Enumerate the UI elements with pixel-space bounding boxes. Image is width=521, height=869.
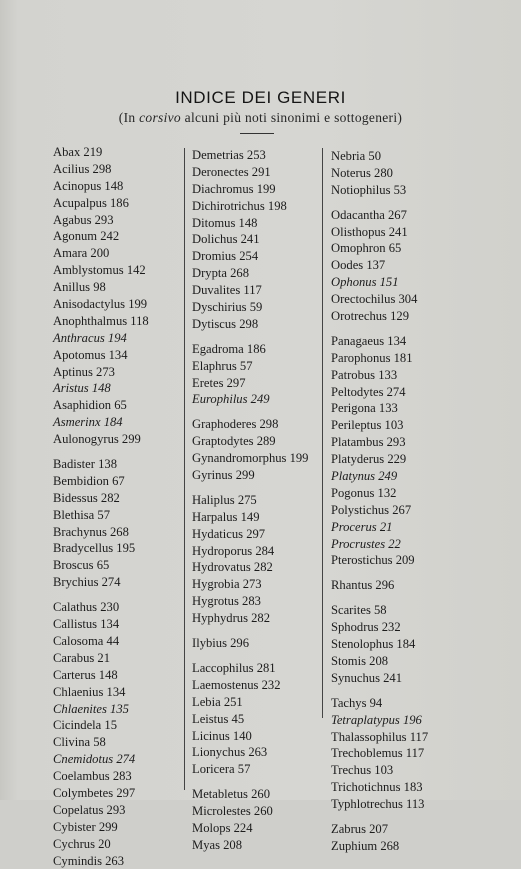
genus-entry: Amblystomus 142 [53, 263, 146, 278]
genus-entry: Asaphidion 65 [53, 398, 127, 413]
letter-group-gap [192, 484, 308, 492]
genus-entry: Anophthalmus 118 [53, 313, 149, 328]
genus-entry: Amara 200 [53, 246, 110, 261]
index-column-1 [53, 144, 149, 869]
genus-entry: Agabus 293 [53, 212, 114, 227]
genus-entry: Parophonus 181 [331, 350, 413, 365]
genus-entry: Synuchus 241 [331, 670, 403, 685]
letter-group-gap [331, 325, 428, 333]
genus-entry: Broscus 65 [53, 558, 110, 573]
column-divider [322, 148, 323, 718]
genus-entry: Orotrechus 129 [331, 309, 409, 324]
page-subtitle [0, 110, 521, 126]
genus-entry: Pterostichus 209 [331, 553, 415, 568]
genus-entry: Bembidion 67 [53, 473, 125, 488]
letter-group-gap [331, 687, 428, 695]
genus-entry: Duvalites 117 [192, 283, 262, 298]
page-title: INDICE DEI GENERI [175, 88, 346, 107]
genus-entry: Oodes 137 [331, 258, 386, 273]
genus-entry: Zuphium 268 [331, 838, 400, 853]
genus-entry: Chlaenius 134 [53, 684, 126, 699]
genus-entry: Rhantus 296 [331, 578, 395, 593]
index-column-3 [331, 148, 428, 855]
genus-entry: Hygrobia 273 [192, 577, 262, 592]
genus-entry: Haliplus 275 [192, 492, 257, 507]
genus-entry: Nebria 50 [331, 149, 382, 163]
genus-entry: Ilybius 296 [192, 636, 250, 651]
genus-entry: Anisodactylus 199 [53, 297, 148, 312]
subtitle-open: (In [118, 110, 136, 125]
genus-entry: Europhilus 249 [192, 392, 270, 407]
genus-entry: Hydroporus 284 [192, 543, 275, 558]
genus-entry: Acilius 298 [53, 161, 112, 176]
genus-entry: Egadroma 186 [192, 341, 266, 356]
genus-entry: Platambus 293 [331, 435, 406, 450]
title-rule [240, 133, 274, 134]
genus-entry: Aristus 148 [53, 381, 111, 396]
subtitle-rest: alcuni più noti sinonimi e sottogeneri) [184, 110, 403, 125]
letter-group-gap [192, 652, 308, 660]
genus-entry: Cychrus 20 [53, 836, 111, 851]
genus-entry: Hygrotus 283 [192, 594, 261, 609]
genus-entry: Loricera 57 [192, 762, 251, 777]
genus-entry: Carabus 21 [53, 650, 111, 665]
genus-entry: Gyrinus 299 [192, 468, 255, 483]
genus-entry: Tetraplatypus 196 [331, 712, 422, 727]
genus-entry: Clivina 58 [53, 735, 106, 750]
subtitle-italic-word: corsivo [139, 110, 181, 125]
genus-entry: Molops 224 [192, 820, 253, 835]
letter-group-gap [192, 333, 308, 341]
genus-entry: Carterus 148 [53, 667, 118, 682]
genus-entry: Hyphydrus 282 [192, 611, 271, 626]
genus-entry: Abax 219 [53, 145, 103, 159]
genus-entry: Sphodrus 232 [331, 620, 401, 635]
genus-entry: Noterus 280 [331, 165, 393, 180]
genus-entry: Omophron 65 [331, 241, 402, 256]
genus-entry: Olisthopus 241 [331, 224, 408, 239]
genus-entry: Notiophilus 53 [331, 182, 407, 197]
genus-entry: Cicindela 15 [53, 718, 118, 733]
genus-entry: Cybister 299 [53, 819, 118, 834]
genus-entry: Panagaeus 134 [331, 333, 407, 348]
genus-entry: Brachynus 268 [53, 524, 129, 539]
letter-group-gap [192, 408, 308, 416]
genus-entry: Trechoblemus 117 [331, 746, 425, 761]
genus-entry: Stenolophus 184 [331, 637, 416, 652]
genus-entry: Ditomus 148 [192, 215, 258, 230]
genus-entry: Acupalpus 186 [53, 195, 129, 210]
genus-entry: Orectochilus 304 [331, 292, 418, 307]
letter-group-gap [331, 813, 428, 821]
genus-entry: Colymbetes 297 [53, 785, 136, 800]
genus-entry: Microlestes 260 [192, 804, 273, 819]
genus-entry: Deronectes 291 [192, 164, 271, 179]
genus-entry: Acinopus 148 [53, 178, 124, 193]
index-column-2 [192, 147, 308, 854]
genus-entry: Anillus 98 [53, 280, 106, 295]
genus-entry: Perileptus 103 [331, 418, 404, 433]
genus-entry: Lionychus 263 [192, 745, 268, 760]
letter-group-gap [53, 591, 149, 599]
genus-entry: Tachys 94 [331, 695, 383, 710]
genus-entry: Trichotichnus 183 [331, 780, 423, 795]
genus-entry: Calosoma 44 [53, 633, 120, 648]
genus-entry: Gynandromorphus 199 [192, 451, 309, 466]
genus-entry: Licinus 140 [192, 728, 252, 743]
genus-entry: Coelambus 283 [53, 769, 132, 784]
genus-entry: Harpalus 149 [192, 509, 260, 524]
genus-entry: Diachromus 199 [192, 181, 276, 196]
genus-entry: Procrustes 22 [331, 536, 401, 551]
genus-entry: Patrobus 133 [331, 367, 398, 382]
genus-entry: Typhlotrechus 113 [331, 797, 425, 812]
letter-group-gap [53, 448, 149, 456]
genus-entry: Laemostenus 232 [192, 677, 281, 692]
genus-entry: Eretes 297 [192, 375, 246, 390]
letter-group-gap [192, 627, 308, 635]
genus-entry: Graptodytes 289 [192, 434, 276, 449]
genus-entry: Pogonus 132 [331, 485, 397, 500]
genus-entry: Dyschirius 59 [192, 300, 263, 315]
column-divider [184, 148, 185, 790]
genus-entry: Metabletus 260 [192, 787, 270, 802]
genus-entry: Stomis 208 [331, 653, 389, 668]
genus-entry: Elaphrus 57 [192, 358, 253, 373]
letter-group-gap [192, 778, 308, 786]
genus-entry: Demetrias 253 [192, 148, 266, 162]
genus-entry: Lebia 251 [192, 694, 243, 709]
genus-entry: Laccophilus 281 [192, 660, 276, 675]
genus-entry: Cnemidotus 274 [53, 752, 136, 767]
genus-entry: Dytiscus 298 [192, 316, 259, 331]
genus-entry: Drypta 268 [192, 266, 250, 281]
genus-entry: Hydrovatus 282 [192, 560, 273, 575]
genus-entry: Leistus 45 [192, 711, 245, 726]
genus-entry: Platyderus 229 [331, 452, 407, 467]
genus-entry: Platynus 249 [331, 469, 398, 484]
genus-entry: Ophonus 151 [331, 275, 399, 290]
genus-entry: Peltodytes 274 [331, 384, 406, 399]
letter-group-gap [331, 569, 428, 577]
letter-group-gap [331, 594, 428, 602]
genus-entry: Apotomus 134 [53, 347, 128, 362]
genus-entry: Bidessus 282 [53, 490, 120, 505]
genus-entry: Scarites 58 [331, 603, 387, 618]
genus-entry: Badister 138 [53, 457, 118, 472]
genus-entry: Dolichus 241 [192, 232, 260, 247]
genus-entry: Agonum 242 [53, 229, 120, 244]
genus-entry: Brychius 274 [53, 575, 121, 590]
genus-entry: Aulonogyrus 299 [53, 432, 141, 447]
genus-entry: Copelatus 293 [53, 802, 126, 817]
genus-entry: Cymindis 263 [53, 853, 125, 868]
genus-entry: Trechus 103 [331, 763, 394, 778]
genus-entry: Calathus 230 [53, 600, 120, 615]
genus-entry: Dichirotrichus 198 [192, 198, 287, 213]
genus-entry: Dromius 254 [192, 249, 259, 264]
genus-entry: Asmerinx 184 [53, 415, 123, 430]
genus-entry: Blethisa 57 [53, 507, 111, 522]
genus-entry: Polystichus 267 [331, 502, 412, 517]
genus-entry: Callistus 134 [53, 617, 120, 632]
genus-entry: Anthracus 194 [53, 330, 127, 345]
genus-entry: Zabrus 207 [331, 821, 389, 836]
genus-entry: Chlaenites 135 [53, 701, 129, 716]
genus-entry: Graphoderes 298 [192, 417, 279, 432]
genus-entry: Procerus 21 [331, 519, 393, 534]
letter-group-gap [331, 199, 428, 207]
genus-entry: Hydaticus 297 [192, 526, 266, 541]
genus-entry: Bradycellus 195 [53, 541, 136, 556]
genus-entry: Perigona 133 [331, 401, 398, 416]
genus-entry: Odacantha 267 [331, 207, 407, 222]
genus-entry: Aptinus 273 [53, 364, 115, 379]
genus-entry: Myas 208 [192, 837, 243, 852]
genus-entry: Thalassophilus 117 [331, 729, 429, 744]
